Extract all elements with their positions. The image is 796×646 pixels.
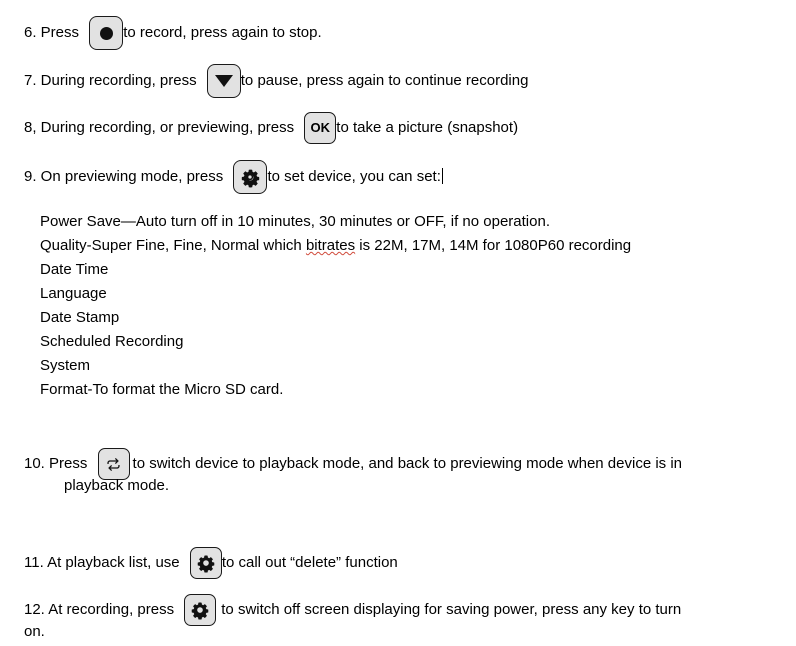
gear-settings-button-icon[interactable] — [190, 547, 222, 579]
step-12-suffix: to switch off screen displaying for saving power, press any key to turn — [221, 601, 682, 618]
quality-squiggle-word: bitrates — [305, 237, 356, 254]
gear-shape — [191, 548, 221, 578]
step-11-prefix: 11. At playback list, use — [24, 554, 180, 571]
record-dot — [90, 17, 122, 49]
step-6-prefix: 6. Press — [24, 24, 80, 41]
switch-mode-button-icon[interactable] — [98, 448, 130, 480]
ok-button-label: OK — [310, 120, 331, 136]
step-12-continuation: on. — [24, 623, 45, 640]
settings-item-system: System — [40, 357, 91, 374]
settings-list — [40, 210, 631, 402]
step-11-suffix: to call out “delete” function — [221, 554, 398, 571]
settings-item-language: Language — [40, 285, 107, 302]
step-6-line — [24, 16, 322, 50]
step-9-line — [24, 160, 443, 194]
step-12-line — [24, 594, 681, 626]
text-caret — [442, 168, 443, 184]
triangle-glyph — [208, 65, 240, 97]
swap-arrows-glyph — [99, 449, 129, 479]
step-8-suffix: to take a picture (snapshot) — [336, 119, 519, 136]
pause-triangle-button-icon[interactable] — [207, 64, 241, 98]
quality-post: is 22M, 17M, 14M for 1080P60 recording — [355, 237, 632, 254]
step-10-continuation: playback mode. — [64, 477, 170, 494]
step-10-line — [24, 448, 682, 480]
step-10-suffix: to switch device to playback mode, and back to previewing mode when device is in — [132, 455, 683, 472]
step-8-prefix: 8, During recording, or previewing, press — [24, 119, 295, 136]
quality-pre: Quality-Super Fine, Fine, Normal which — [40, 237, 306, 254]
gear-shape — [185, 595, 215, 625]
record-button-icon[interactable] — [89, 16, 123, 50]
gear-settings-button-icon[interactable] — [184, 594, 216, 626]
step-7-suffix: to pause, press again to continue recording — [240, 72, 529, 89]
settings-item-quality — [40, 234, 631, 258]
step-7-line — [24, 64, 528, 98]
settings-item-scheduled-recording: Scheduled Recording — [40, 333, 184, 350]
step-6-suffix: to record, press again to stop. — [123, 24, 322, 41]
step-10-prefix: 10. Press — [24, 455, 88, 472]
settings-item-date-time: Date Time — [40, 261, 109, 278]
step-11-line — [24, 547, 398, 579]
step-7-prefix: 7. During recording, press — [24, 72, 197, 89]
settings-item-power-save: Power Save—Auto turn off in 10 minutes, 30 minutes or OFF, if no operation. — [40, 213, 550, 230]
settings-item-date-stamp: Date Stamp — [40, 309, 120, 326]
settings-item-format: Format-To format the Micro SD card. — [40, 381, 284, 398]
gear-shape — [234, 161, 266, 193]
step-9-suffix: to set device, you can set: — [267, 168, 441, 185]
ok-button-icon[interactable] — [304, 112, 336, 144]
step-12-prefix: 12. At recording, press — [24, 601, 175, 618]
step-8-line — [24, 112, 518, 144]
gear-settings-button-icon[interactable] — [233, 160, 267, 194]
step-9-prefix: 9. On previewing mode, press — [24, 168, 224, 185]
